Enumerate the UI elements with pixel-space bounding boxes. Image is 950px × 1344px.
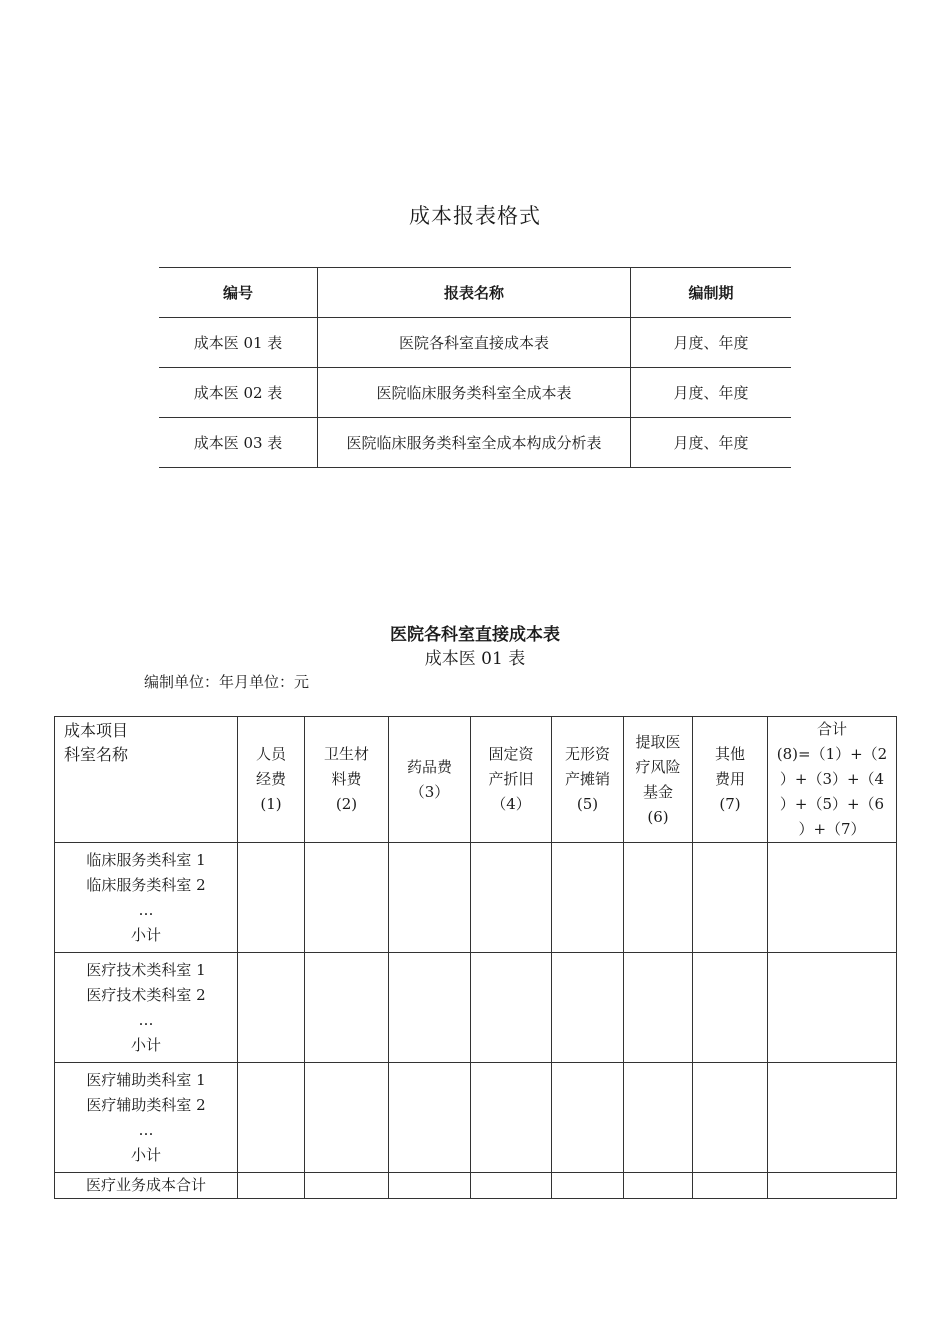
empty-cell: [552, 1063, 624, 1173]
empty-cell: [471, 1063, 552, 1173]
column-header-materials: [305, 717, 389, 843]
empty-cell: [305, 843, 389, 953]
header-line: 费用: [714, 770, 745, 788]
table-row: [55, 953, 897, 1063]
header-line: 固定资: [488, 745, 534, 763]
dept-line: …: [138, 1120, 154, 1139]
empty-cell: [624, 953, 693, 1063]
empty-cell: [389, 953, 471, 1063]
empty-cell: [768, 843, 897, 953]
header-line: 基金: [642, 782, 673, 801]
table-row: [159, 368, 791, 418]
table-cell: 医院临床服务类科室全成本构成分析表: [318, 418, 631, 468]
header-line: 药品费: [406, 757, 452, 776]
dept-line: 小计: [130, 925, 161, 944]
empty-cell: [471, 1173, 552, 1199]
empty-cell: [305, 1173, 389, 1199]
report-index-table: [159, 267, 791, 468]
dept-line: 临床服务类科室 1: [86, 850, 206, 869]
header-line: 产折旧: [488, 770, 534, 788]
empty-cell: [305, 1063, 389, 1173]
column-header-personnel: [238, 717, 305, 843]
table-cell: 月度、年度: [673, 334, 749, 352]
header-line: 料费: [331, 770, 362, 788]
corner-header: [55, 717, 238, 843]
empty-cell: [238, 953, 305, 1063]
empty-cell: [693, 1173, 768, 1199]
column-header-risk-fund: [624, 717, 693, 843]
table-row: [55, 843, 897, 953]
dept-line: 小计: [130, 1145, 161, 1164]
table-header-row: [159, 268, 791, 318]
column-header-drugs: [389, 717, 471, 843]
empty-cell: [693, 1063, 768, 1173]
column-header-other: [693, 717, 768, 843]
header-line: （3）: [409, 782, 450, 801]
header-line: 产摊销: [564, 770, 610, 788]
header-line: 提取医: [635, 732, 681, 751]
empty-cell: [693, 843, 768, 953]
dept-line: 医疗辅助类科室 2: [86, 1095, 206, 1114]
column-header: 报表名称: [318, 268, 631, 318]
dept-line: 小计: [130, 1035, 161, 1054]
empty-cell: [768, 1173, 897, 1199]
table-row: [55, 1063, 897, 1173]
header-line: 疗风险: [635, 757, 681, 776]
header-line: （4）: [491, 795, 531, 813]
empty-cell: [471, 843, 552, 953]
empty-cell: [238, 1063, 305, 1173]
header-line: ）+（3）+（4: [779, 770, 885, 788]
header-line: 无形资: [564, 745, 610, 763]
cost-table-header-row: [55, 717, 897, 843]
dept-line: …: [138, 1010, 154, 1029]
dept-line: 医疗辅助类科室 1: [86, 1070, 206, 1089]
table-cell: 月度、年度: [673, 384, 749, 402]
empty-cell: [624, 1173, 693, 1199]
column-header-depreciation: [471, 717, 552, 843]
empty-cell: [552, 1173, 624, 1199]
header-line: 其他: [714, 745, 745, 763]
table-cell: 医院各科室直接成本表: [318, 318, 631, 368]
dept-line: 医疗技术类科室 1: [86, 960, 206, 979]
empty-cell: [693, 953, 768, 1063]
header-line: ）+（5）+（6: [779, 795, 885, 813]
dept-line: …: [138, 900, 154, 919]
empty-cell: [389, 1173, 471, 1199]
header-line: (1): [260, 795, 282, 813]
header-line: 卫生材: [323, 745, 369, 763]
empty-cell: [768, 953, 897, 1063]
dept-line: 临床服务类科室 2: [86, 875, 206, 894]
header-line: 经费: [255, 770, 286, 788]
direct-cost-table: [54, 716, 897, 1199]
header-line: (5): [576, 795, 599, 813]
table-cell: 成本医 02 表: [159, 368, 318, 418]
empty-cell: [624, 843, 693, 953]
empty-cell: [389, 1063, 471, 1173]
table-cell: 月度、年度: [673, 434, 749, 452]
cost-table-code: 成本医 01 表: [424, 649, 526, 669]
dept-line: 医疗技术类科室 2: [86, 985, 206, 1004]
empty-cell: [471, 953, 552, 1063]
empty-cell: [238, 843, 305, 953]
table-cell: 成本医 01 表: [159, 318, 318, 368]
column-header-total: [768, 717, 897, 843]
empty-cell: [552, 843, 624, 953]
dept-group-clinical: [55, 843, 238, 953]
column-header: 编号: [159, 268, 318, 318]
column-header: 编制期: [688, 284, 734, 302]
header-line: (7): [719, 795, 741, 813]
empty-cell: [389, 843, 471, 953]
header-line: (8)=（1）+（2: [776, 745, 888, 763]
empty-cell: [305, 953, 389, 1063]
table-cell: 医院临床服务类科室全成本表: [318, 368, 631, 418]
total-label: 医疗业务成本合计: [55, 1173, 238, 1199]
corner-cost-item: 成本项目: [64, 721, 129, 740]
empty-cell: [238, 1173, 305, 1199]
dept-group-medical-aux: [55, 1063, 238, 1173]
column-header-amortization: [552, 717, 624, 843]
table-row: [159, 418, 791, 468]
document-title: 成本报表格式: [409, 204, 541, 228]
empty-cell: [552, 953, 624, 1063]
header-line: 人员: [255, 745, 286, 763]
cost-table-title: 医院各科室直接成本表: [390, 625, 560, 645]
unit-line: 编制单位：年月单位：元: [144, 673, 310, 691]
total-row: [55, 1173, 897, 1199]
header-line: ）+（7）: [798, 820, 866, 838]
dept-group-medical-tech: [55, 953, 238, 1063]
empty-cell: [768, 1063, 897, 1173]
header-line: 合计: [816, 720, 847, 738]
corner-dept-name: 科室名称: [64, 745, 129, 764]
table-row: [159, 318, 791, 368]
table-cell: 成本医 03 表: [159, 418, 318, 468]
header-line: (2): [335, 795, 358, 813]
header-line: (6): [647, 807, 669, 826]
empty-cell: [624, 1063, 693, 1173]
